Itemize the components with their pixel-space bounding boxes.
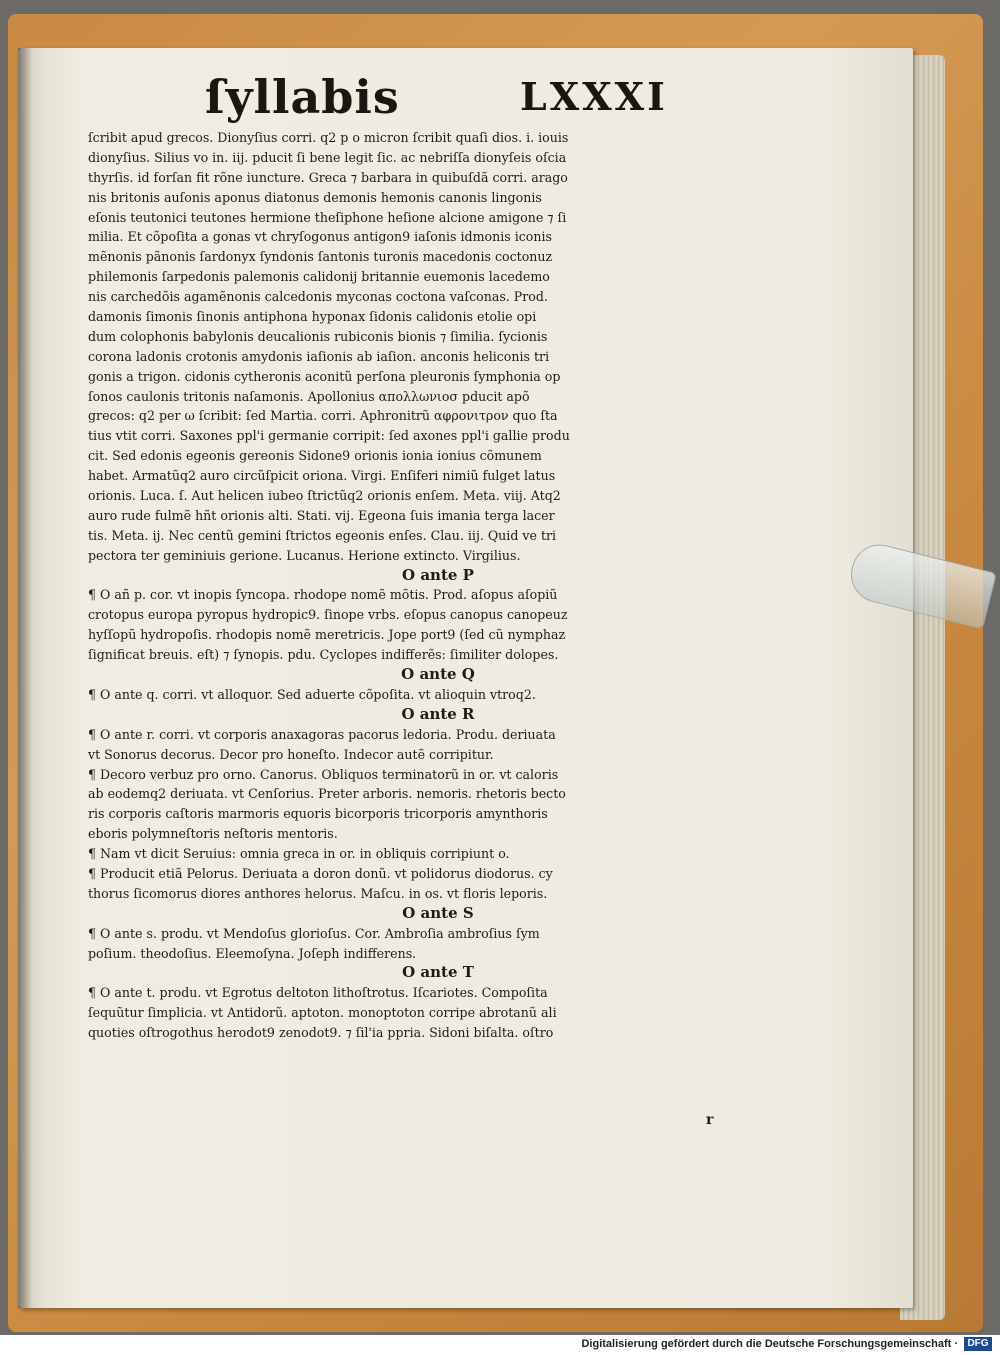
text-line: eſonis teutonici teutones hermione theſiphone heſione alcione amigone ⁊ ſi (88, 209, 567, 225)
text-line: poſium. theodoſius. Eleemoſyna. Joſeph indifferens. (88, 945, 417, 961)
text-line: mẽnonis pãnonis ſardonyx ſyndonis ſantonis turonis macedonis coctonuz (88, 249, 553, 265)
footer-bar (0, 1335, 1000, 1355)
text-line: ¶ Decoro verbuz pro orno. Canorus. Obliquos terminatorũ in or. vt caloris (88, 766, 559, 782)
text-line: ¶ Producit etiã Pelorus. Deriuata a doron donũ. vt polidorus diodorus. cy (88, 865, 553, 881)
text-line: ris corporis caſtoris marmoris equoris bicorporis tricorporis amynthoris (88, 806, 548, 822)
text-line: tius vtit corri. Saxones ppl'i germanie corripit: ſed axones ppl'i gallie produ (88, 428, 570, 444)
text-line: quoties oſtrogothus herodot9 zenodot9. ⁊ ſil'ia ppria. Sidoni biſalta. oſtro (88, 1025, 554, 1041)
signature-mark: r (706, 1112, 714, 1128)
text-line: eboris polymneſtoris neſtoris mentoris. (88, 826, 338, 842)
section-heading: O ante P (402, 565, 474, 584)
gutter-shadow (18, 48, 32, 1308)
dfg-logo: DFG (964, 1337, 992, 1351)
text-line: ſonos caulonis tritonis naſamonis. Apollonius απολλωνιοσ pducit apõ (88, 388, 530, 404)
text-line: tis. Meta. ij. Nec centũ gemini ſtrictos egeonis enſes. Clau. iij. Quid ve tri (88, 527, 557, 543)
running-header-title: ſyllabis (205, 70, 400, 124)
text-line: ¶ O ante t. produ. vt Egrotus deltoton lithoſtrotus. Iſcariotes. Compoſita (88, 985, 548, 1001)
section-heading: O ante Q (401, 665, 475, 684)
text-line: ſcribit apud grecos. Dionyſius corri. q2 p o micron ſcribit quaſi dios. i. iouis (88, 130, 569, 145)
body-text (88, 128, 768, 1043)
text-line: habet. Armatũq2 auro circũſpicit oriona. Virgi. Enſiferi nimiũ fulget latus (88, 468, 556, 484)
text-line: ¶ O ante r. corri. vt corporis anaxagoras pacorus ledoria. Produ. deriuata (88, 726, 556, 742)
text-line: milia. Et cõpoſita a gonas vt chryſogonus antigon9 iaſonis idmonis iconis (88, 229, 552, 245)
text-line: ſequũtur ſimplicia. vt Antidorũ. aptoton. monoptoton corripe abrotanũ ali (88, 1005, 557, 1021)
text-line: ¶ Nam vt dicit Seruius: omnia greca in or. in obliquis corripiunt o. (88, 846, 510, 862)
folio-number: LXXXI (520, 74, 668, 119)
text-line: nis carchedõis agamẽnonis calcedonis myconas coctona vaſconas. Prod. (88, 289, 548, 305)
text-line: dionyſius. Silius vo in. iij. pducit ſi bene legit ſic. ac nebriſſa dionyſeis oſcia (88, 149, 567, 165)
text-line: ¶ O ante q. corri. vt alloquor. Sed aduerte cõpoſita. vt alioquin vtroq2. (88, 686, 536, 702)
text-line: auro rude fulmẽ hñt orionis alti. Stati. vij. Egeona ſuis imania terga lacer (88, 507, 555, 523)
footer-credit: Digitalisierung gefördert durch die Deutsche Forschungsgemeinschaft · (581, 1338, 958, 1350)
text-line: vt Sonorus decorus. Decor pro honeſto. Indecor autẽ corripitur. (88, 746, 494, 762)
section-heading: O ante T (402, 963, 474, 982)
text-line: cit. Sed edonis egeonis gereonis Sidone9 orionis ionia ionius cõmunem (88, 448, 542, 464)
text-line: ab eodemq2 deriuata. vt Cenſorius. Preter arboris. nemoris. rhetoris becto (88, 786, 566, 802)
text-line: dum colophonis babylonis deucalionis rubiconis bionis ⁊ ſimilia. ſycionis (88, 328, 548, 344)
section-heading: O ante S (402, 903, 474, 922)
text-line: hyſſopũ hydropoſis. rhodopis nomẽ meretricis. Jope port9 (ſed cũ nymphaz (88, 627, 566, 643)
text-line: orionis. Luca. ſ. Aut helicen iubeo ſtrictũq2 orionis enſem. Meta. viij. Atq2 (88, 488, 561, 504)
text-line: corona ladonis crotonis amydonis iaſionis ab iaſion. anconis heliconis tri (88, 348, 550, 364)
text-line: crotopus europa pyropus hydropic9. ſinope vrbs. eſopus canopus canopeuz (88, 607, 568, 623)
text-line: gonis a trigon. cidonis cytheronis aconitũ perſona pleuronis ſymphonia op (88, 368, 561, 384)
section-heading: O ante R (401, 704, 475, 723)
text-line: philemonis ſarpedonis palemonis calidonij britannie euemonis lacedemo (88, 269, 550, 285)
text-line: thyrſis. id forſan fit rõne iuncture. Greca ⁊ barbara in quibuſdã corri. arago (88, 169, 568, 185)
text-line: ¶ O añ p. cor. vt inopis ſyncopa. rhodope nomẽ mõtis. Prod. aſopus aſopiũ (88, 587, 558, 603)
text-line: ¶ O ante s. produ. vt Mendoſus glorioſus. Cor. Ambroſia ambroſius ſym (88, 925, 540, 941)
text-line: ſignificat breuis. eſt) ⁊ ſynopis. pdu. Cyclopes indifferẽs: ſimiliter dolopes. (88, 647, 559, 663)
text-line: grecos: q2 per ω ſcribit: ſed Martia. corri. Aphronitrũ αφρονιτρον quo ſta (88, 408, 558, 424)
text-line: nis britonis auſonis aponus diatonus demonis hemonis canonis lingonis (88, 189, 542, 205)
text-line: thorus ſicomorus diores anthores helorus. Maſcu. in os. vt floris leporis. (88, 885, 548, 901)
text-line: pectora ter geminiuis gerione. Lucanus. Herione extincto. Virgilius. (88, 547, 521, 563)
text-line: damonis ſimonis ſinonis antiphona hyponax ſidonis calidonis etolie opi (88, 309, 537, 325)
